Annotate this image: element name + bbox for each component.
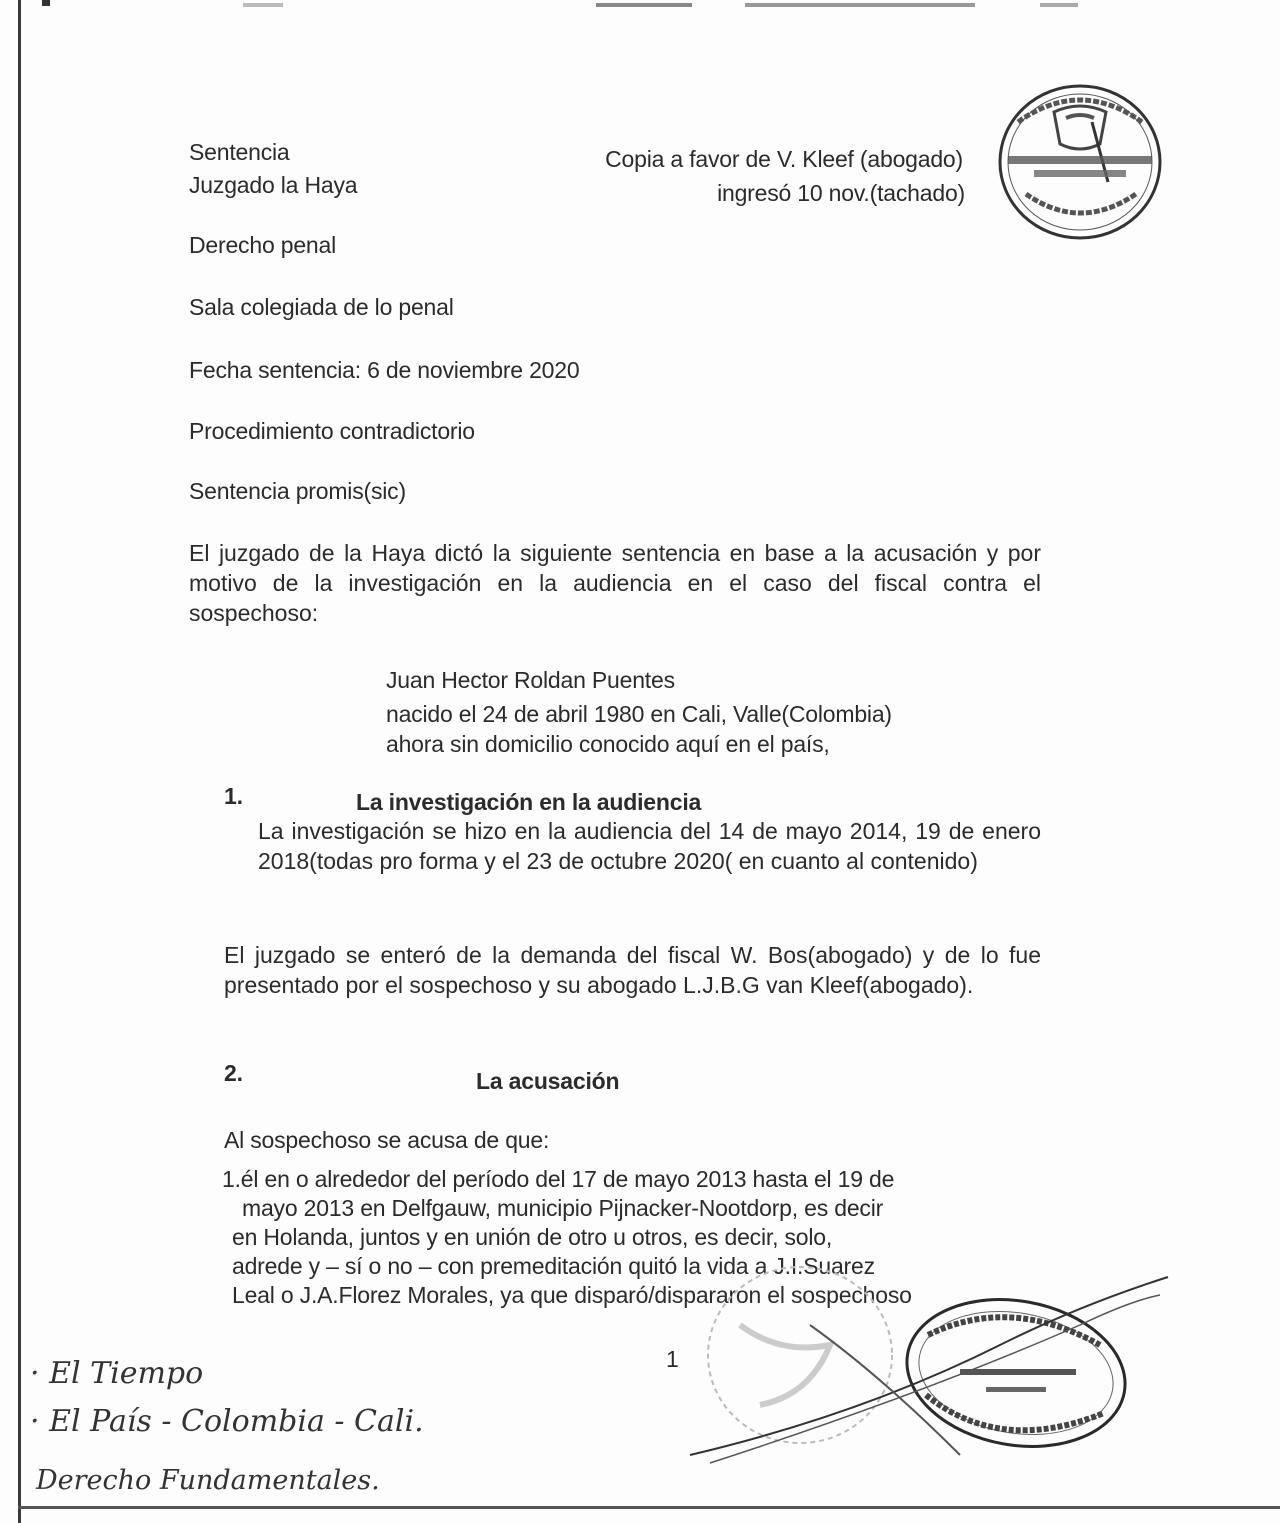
header-left-line-1: Sentencia [189, 139, 290, 165]
accusation-line: mayo 2013 en Delfgauw, municipio Pijnacker-Nootdorp, es decir [242, 1195, 884, 1221]
section-2-title: La acusación [476, 1068, 620, 1094]
header-left-line-2: Juzgado la Haya [189, 172, 358, 198]
meta-line: Sentencia promis(sic) [189, 478, 406, 504]
intro-paragraph: El juzgado de la Haya dictó la siguiente sentencia en base a la acusación y por motivo de la investigación en la audiencia en el caso del fiscal contra el sospechoso: [189, 540, 1041, 626]
section-2-number: 2. [224, 1060, 243, 1086]
meta-line: Derecho penal [189, 232, 337, 258]
handwritten-note: · El Tiempo [30, 1356, 204, 1391]
defendant-address: ahora sin domicilio conocido aquí en el país, [386, 731, 830, 757]
handwritten-note: Derecho Fundamentales. [36, 1465, 380, 1496]
meta-line: Procedimiento contradictorio [189, 418, 475, 444]
section-2-lead: Al sospechoso se acusa de que: [224, 1127, 550, 1153]
scan-top-marks [0, 0, 1280, 14]
page-number: 1 [666, 1346, 679, 1372]
translator-seal-stamp [660, 1265, 1180, 1465]
colombia-seal-stamp [996, 82, 1164, 244]
section-1-title: La investigación en la audiencia [356, 789, 702, 815]
defendant-birth: nacido el 24 de abril 1980 en Cali, Valle(Colombia) [386, 701, 892, 727]
section-1-number: 1. [224, 783, 243, 809]
header-right-line-2: ingresó 10 nov.(tachado) [717, 180, 965, 206]
accusation-line: 1.él en o alrededor del período del 17 de mayo 2013 hasta el 19 de [222, 1166, 895, 1192]
accusation-line: adrede y – sí o no – con premeditación quitó la vida a J.I.Suarez [232, 1253, 875, 1279]
meta-line: Sala colegiada de lo penal [189, 294, 454, 320]
defendant-name: Juan Hector Roldan Puentes [386, 667, 675, 693]
scan-border-bottom [18, 1506, 1280, 1509]
section-1-paragraph-2: El juzgado se enteró de la demanda del fiscal W. Bos(abogado) y de lo fue presentado por el sospechoso y su abogado L.J.B.G van Kleef(abogado). [224, 942, 1041, 998]
scan-border-left [18, 0, 21, 1523]
accusation-line: en Holanda, juntos y en unión de otro u otros, es decir, solo, [232, 1224, 833, 1250]
handwritten-note: · El País - Colombia - Cali. [30, 1404, 424, 1439]
accusation-line: Leal o J.A.Florez Morales, ya que disparó/dispararon el sospechoso [232, 1282, 912, 1308]
meta-line: Fecha sentencia: 6 de noviembre 2020 [189, 357, 580, 383]
header-right-line-1: Copia a favor de V. Kleef (abogado) [605, 146, 963, 172]
section-1-paragraph: La investigación se hizo en la audiencia del 14 de mayo 2014, 19 de enero 2018(todas pro forma y el 23 de octubre 2020( en cuanto al contenido) [258, 818, 1041, 874]
